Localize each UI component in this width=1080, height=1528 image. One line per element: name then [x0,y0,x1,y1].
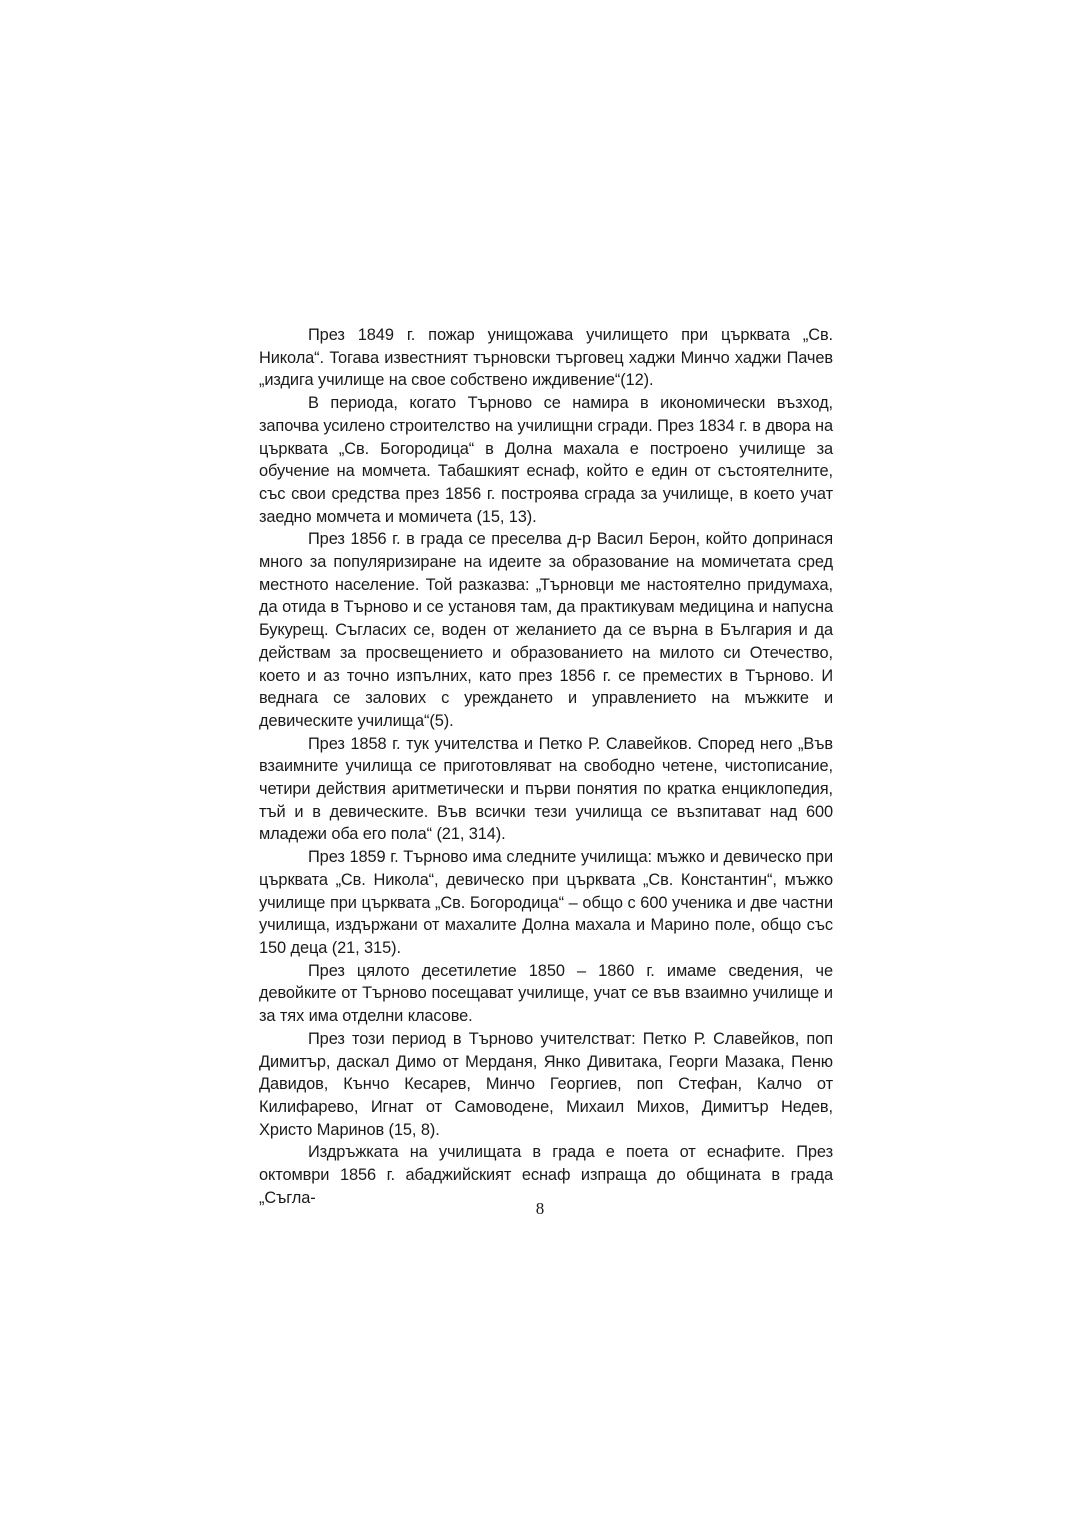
page-number: 8 [535,1199,545,1218]
paragraph-1: През 1849 г. пожар унищожава училището при църквата „Св. Никола“. Тогава известният търновски търговец хаджи Минчо хаджи Пачев „издига училище на свое собствено иждивение“(12). [259,326,833,390]
paragraph-3: През 1856 г. в града се преселва д-р Васил Берон, който допринася много за популяризиране на идеите за образование на момичетата сред местното население. Той разказва: „Търновци ме настоятелно придумаха, да отида в Търново и се установя там, да практикувам медицина и напусна Букурещ. Съгласих се, воден от желанието да се върна в България и да действам за просвещението и образованието на милото си Отечество, което и аз точно изпълних, като през 1856 г. се преместих в Търново. И веднага се залових с уреждането и управлението на мъжките и девическите училища“(5). [259,530,833,730]
paragraph-8: Издръжката на училищата в града е поета от еснафите. През октомври 1856 г. абаджийският еснаф изпраща до общината в града „Съгла- [259,1143,833,1207]
body-text [259,324,833,1209]
paragraph-7: През този период в Търново учителстват: Петко Р. Славейков, поп Димитър, даскал Димо от Мерданя, Янко Дивитака, Георги Мазака, Пеню Давидов, Кънчо Кесарев, Минчо Георгиев, поп Стефан, Калчо от Килифарево, Игнат от Самоводене, Михаил Михов, Димитър Недев, Христо Маринов (15, 8). [259,1029,833,1139]
paragraph-5: През 1859 г. Търново има следните училища: мъжко и девическо при църквата „Св. Никола“, девическо при църквата „Св. Константин“, мъжко училище при църквата „Св. Богородица“ – общо с 600 ученика и две частни училища, издържани от махалите Долна махала и Марино поле, общо със 150 деца (21, 315). [259,848,833,957]
paragraph-2: В периода, когато Търново се намира в икономически възход, започва усилено строителство на училищни сгради. През 1834 г. в двора на църквата „Св. Богородица“ в Долна махала е построено училище за обучение на момчета. Табашкият еснаф, който е един от състоятелните, със свои средства през 1856 г. построява сграда за училище, в което учат заедно момчета и момичета (15, 13). [259,394,833,526]
paragraph-4: През 1858 г. тук учителства и Петко Р. Славейков. Според него „Във взаимните училища се приготовляват на свободно четене, чистописание, четири действия аритметически и първи понятия по кратка енциклопедия, тъй и в девическите. Във всички тези училища се възпитават над 600 младежи оба его пола“ (21, 314). [259,734,833,844]
paragraph-6: През цялото десетилетие 1850 – 1860 г. имаме сведения, че девойките от Търново посещават училище, учат се във взаимно училище и за тях има отделни класове. [259,961,833,1026]
